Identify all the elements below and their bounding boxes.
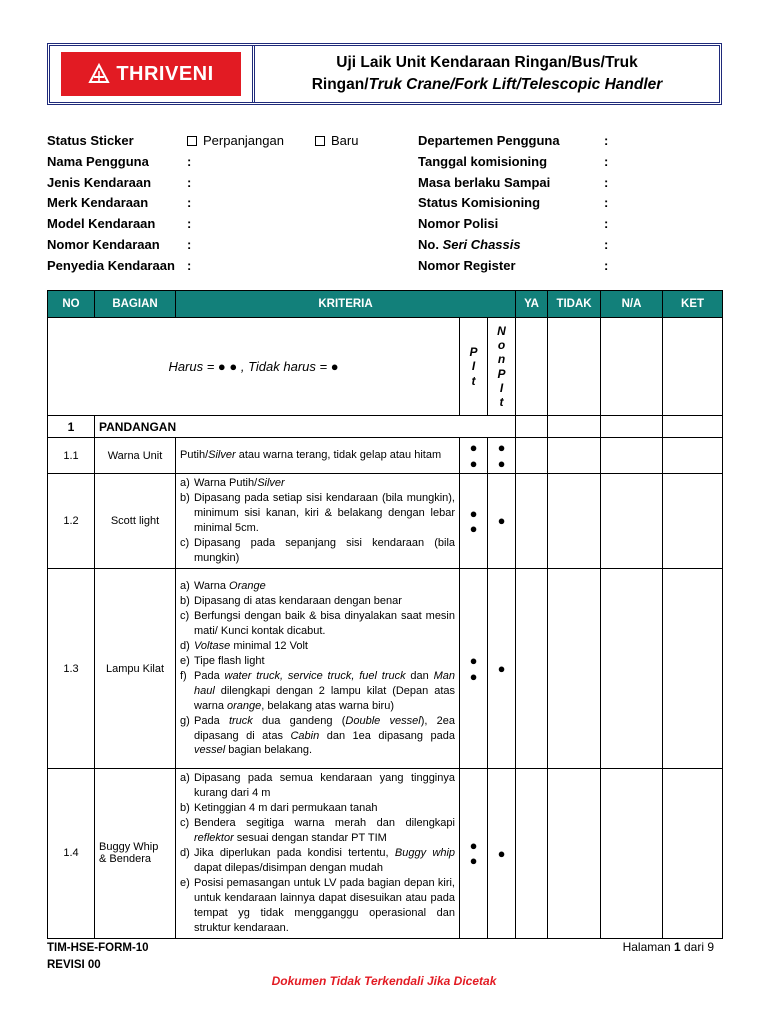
kriteria-italic: Cabin bbox=[290, 729, 320, 742]
item-key: a) bbox=[180, 477, 190, 490]
kriteria-text: Pada bbox=[194, 669, 225, 682]
departemen-colon: : bbox=[604, 133, 609, 148]
item-key: c) bbox=[180, 537, 190, 550]
item-text: Dipasang di atas kendaraan dengan benar bbox=[194, 594, 402, 607]
dot-mark: ● bbox=[469, 837, 478, 853]
ya-cell[interactable] bbox=[516, 569, 548, 769]
item-key: b) bbox=[180, 492, 190, 505]
row-kriteria bbox=[176, 769, 460, 938]
row-kriteria bbox=[176, 569, 460, 769]
kriteria-item bbox=[180, 801, 455, 816]
seri-chassis-colon: : bbox=[604, 237, 609, 252]
item-key: b) bbox=[180, 594, 190, 607]
departemen-label: Departemen Pengguna bbox=[418, 133, 560, 148]
logo-cell bbox=[50, 46, 255, 102]
tidak-cell[interactable] bbox=[548, 474, 601, 569]
thriveni-mark-icon bbox=[88, 63, 110, 85]
bagian-line: Buggy Whip bbox=[99, 841, 159, 854]
info-row-6 bbox=[47, 237, 722, 257]
dot-mark: ● bbox=[469, 505, 478, 521]
harus-legend: Harus = ● ● , Tidak harus = ● bbox=[48, 318, 460, 416]
nonpit-letter: N bbox=[497, 324, 506, 339]
tidak-cell[interactable] bbox=[548, 769, 601, 938]
merk-kendaraan-colon: : bbox=[187, 195, 192, 210]
bagian-line: & Bendera bbox=[99, 853, 151, 866]
kriteria-text: , belakang atas warna biru) bbox=[261, 699, 394, 712]
kriteria-text: Bendera segitiga warna merah dan dilengkapi bbox=[194, 817, 455, 830]
kriteria-text: dua gandeng ( bbox=[252, 714, 346, 727]
kriteria-italic: Double vessel bbox=[345, 714, 421, 727]
info-row-status-sticker bbox=[47, 133, 722, 153]
page-total: dari 9 bbox=[680, 940, 714, 954]
no-prefix: No. bbox=[418, 237, 443, 252]
nonpit-dots bbox=[488, 438, 516, 474]
kriteria-text: dan 1ea dipasang pada bbox=[319, 729, 455, 742]
tanggal-label: Tanggal komisioning bbox=[418, 154, 548, 169]
perpanjangan-checkbox[interactable] bbox=[187, 136, 197, 146]
merk-kendaraan-label: Merk Kendaraan bbox=[47, 195, 149, 210]
kriteria-item bbox=[180, 714, 455, 759]
na-cell[interactable] bbox=[601, 416, 663, 438]
item-key: d) bbox=[180, 639, 190, 652]
item-key: b) bbox=[180, 802, 190, 815]
kriteria-item bbox=[180, 491, 455, 536]
pit-dots bbox=[460, 474, 488, 569]
item-text: Ketinggian 4 m dari permukaan tanah bbox=[194, 802, 378, 815]
item-key: c) bbox=[180, 817, 190, 830]
thriveni-logo bbox=[61, 52, 241, 96]
dot-mark: ● bbox=[469, 455, 478, 471]
legend-ya-cell bbox=[516, 318, 548, 416]
kriteria-item bbox=[180, 876, 455, 936]
dot-mark: ● bbox=[497, 455, 506, 471]
item-text bbox=[194, 816, 455, 846]
item-text: Berfungsi dengan baik & bisa dinyalakan saat mesin mati/ Kunci kontak dicabut. bbox=[194, 609, 455, 637]
status-komisioning-label: Status Komisioning bbox=[418, 195, 541, 210]
legend-tidak-cell bbox=[548, 318, 601, 416]
kriteria-text: Putih/ bbox=[180, 449, 209, 462]
pit-letter: I bbox=[471, 359, 476, 374]
row-no: 1.2 bbox=[48, 474, 95, 569]
nomor-kendaraan-colon: : bbox=[187, 237, 192, 252]
item-text: Tipe flash light bbox=[194, 654, 265, 667]
jenis-kendaraan-colon: : bbox=[187, 175, 192, 190]
kriteria-item bbox=[180, 771, 455, 801]
nama-pengguna-colon: : bbox=[187, 154, 192, 169]
dot-mark: ● bbox=[497, 845, 506, 861]
item-key: d) bbox=[180, 846, 190, 859]
nomor-polisi-label: Nomor Polisi bbox=[418, 216, 499, 231]
info-row-4 bbox=[47, 195, 722, 215]
nonpit-letter: P bbox=[497, 366, 506, 381]
item-key: a) bbox=[180, 772, 190, 785]
kriteria-italic: truck bbox=[228, 714, 253, 727]
legend-row bbox=[48, 318, 723, 416]
kriteria-text: bagian belakang. bbox=[225, 744, 313, 757]
nonpit-dots bbox=[488, 769, 516, 938]
baru-checkbox[interactable] bbox=[315, 136, 325, 146]
kriteria-item bbox=[180, 639, 455, 654]
masa-label: Masa berlaku Sampai bbox=[418, 175, 551, 190]
ket-cell[interactable] bbox=[663, 474, 723, 569]
header-tidak: TIDAK bbox=[548, 291, 601, 318]
info-row-3 bbox=[47, 175, 722, 195]
kriteria-text: ), 2ea dipasang di atas bbox=[194, 714, 456, 742]
kriteria-text: dan bbox=[405, 669, 434, 682]
baru-label: Baru bbox=[331, 133, 359, 148]
legend-ket-cell bbox=[663, 318, 723, 416]
header-na: N/A bbox=[601, 291, 663, 318]
page-indicator bbox=[623, 940, 714, 954]
kriteria-item bbox=[180, 609, 455, 639]
item-key: e) bbox=[180, 876, 190, 889]
nomor-register-colon: : bbox=[604, 258, 609, 273]
nonpit-letter: t bbox=[499, 394, 504, 409]
halaman-label: Halaman bbox=[622, 940, 674, 954]
header-ket: KET bbox=[663, 291, 723, 318]
tidak-cell[interactable] bbox=[548, 416, 601, 438]
ya-cell[interactable] bbox=[516, 769, 548, 938]
kriteria-text: dilengkapi dengan 2 lampu kilat (Depan atas warna bbox=[194, 684, 455, 712]
dot-mark: ● bbox=[469, 668, 478, 684]
masa-colon: : bbox=[604, 175, 609, 190]
item-text bbox=[194, 846, 455, 876]
title-line-1: Uji Laik Unit Kendaraan Ringan/Bus/Truk bbox=[336, 54, 638, 72]
nomor-polisi-colon: : bbox=[604, 216, 609, 231]
ya-cell[interactable] bbox=[516, 474, 548, 569]
header-kriteria: KRITERIA bbox=[176, 291, 516, 318]
form-code-block bbox=[47, 940, 149, 973]
status-komisioning-colon: : bbox=[604, 195, 609, 210]
item-key: f) bbox=[180, 669, 187, 682]
header-ya: YA bbox=[516, 291, 548, 318]
info-row-5 bbox=[47, 216, 722, 236]
na-cell[interactable] bbox=[601, 569, 663, 769]
nonpit-letter: I bbox=[499, 380, 504, 395]
ket-cell[interactable] bbox=[663, 438, 723, 474]
kriteria-text: dapat dilepas/disimpan dengan mudah bbox=[194, 861, 383, 874]
nonpit-dots bbox=[488, 569, 516, 769]
dot-mark: ● bbox=[469, 853, 478, 869]
ket-cell[interactable] bbox=[663, 569, 723, 769]
kriteria-italic: Silver bbox=[257, 477, 285, 490]
pit-letter: t bbox=[471, 373, 476, 388]
row-bagian bbox=[95, 769, 176, 938]
revisi: REVISI 00 bbox=[47, 958, 101, 971]
kriteria-italic: orange bbox=[227, 699, 262, 712]
inspection-table bbox=[47, 290, 723, 939]
title-line-2-italic: Truk Crane/Fork Lift/Telescopic Handler bbox=[368, 76, 663, 93]
row-bagian: Lampu Kilat bbox=[95, 569, 176, 769]
nama-pengguna-label: Nama Pengguna bbox=[47, 154, 149, 169]
item-text: Dipasang pada setiap sisi kendaraan (bila mungkin), minimum sisi kanan, kiri & belakang dengan lebar minimal 5cm. bbox=[194, 492, 455, 535]
model-kendaraan-colon: : bbox=[187, 216, 192, 231]
kriteria-item bbox=[180, 476, 455, 491]
na-cell[interactable] bbox=[601, 474, 663, 569]
kriteria-italic: Man haul bbox=[194, 669, 455, 697]
item-text bbox=[194, 639, 455, 654]
section-name: PANDANGAN bbox=[95, 416, 516, 438]
kriteria-italic: Orange bbox=[229, 579, 266, 592]
na-cell[interactable] bbox=[601, 769, 663, 938]
penyedia-kendaraan-colon: : bbox=[187, 258, 192, 273]
kriteria-text: sesuai dengan standar PT TIM bbox=[233, 832, 387, 844]
kriteria-italic: water truck, service truck, fuel truck bbox=[224, 669, 406, 682]
kriteria-italic: Buggy whip bbox=[394, 846, 456, 859]
item-text: Dipasang pada sepanjang sisi kendaraan (bila mungkin) bbox=[194, 537, 455, 565]
pit-dots bbox=[460, 569, 488, 769]
ya-cell[interactable] bbox=[516, 438, 548, 474]
table-row bbox=[48, 769, 723, 938]
table-row bbox=[48, 438, 723, 474]
tidak-cell[interactable] bbox=[548, 569, 601, 769]
nonpit-letter: n bbox=[497, 352, 506, 367]
dot-mark: ● bbox=[469, 653, 478, 669]
item-key: a) bbox=[180, 579, 190, 592]
dot-mark: ● bbox=[497, 440, 506, 455]
seri-chassis-label bbox=[418, 237, 521, 252]
logo-text: THRIVENI bbox=[116, 62, 214, 85]
ya-cell[interactable] bbox=[516, 416, 548, 438]
item-text bbox=[194, 579, 455, 594]
row-kriteria bbox=[176, 474, 460, 569]
item-key: e) bbox=[180, 654, 190, 667]
kriteria-item bbox=[180, 846, 455, 876]
title-line-2-plain: Ringan/ bbox=[311, 76, 369, 93]
info-row-2 bbox=[47, 154, 722, 174]
kriteria-text: Warna bbox=[194, 579, 230, 592]
kriteria-item bbox=[180, 579, 455, 594]
vehicle-info bbox=[47, 133, 722, 278]
document-header bbox=[47, 43, 722, 105]
info-row-7 bbox=[47, 258, 722, 278]
pit-column-label bbox=[460, 318, 488, 416]
item-text bbox=[194, 476, 455, 491]
kriteria-italic: Voltase bbox=[194, 639, 231, 652]
kriteria-item bbox=[180, 594, 455, 609]
dot-mark: ● bbox=[497, 513, 506, 529]
row-no: 1.1 bbox=[48, 438, 95, 474]
form-code: TIM-HSE-FORM-10 bbox=[47, 942, 149, 954]
kriteria-text: Pada bbox=[194, 714, 229, 727]
status-sticker-label: Status Sticker bbox=[47, 133, 134, 148]
pit-dots bbox=[460, 769, 488, 938]
ket-cell[interactable] bbox=[663, 769, 723, 938]
baru-option[interactable] bbox=[315, 133, 358, 148]
table-header-row bbox=[48, 291, 723, 318]
title-line-2 bbox=[312, 74, 663, 96]
nomor-register-label: Nomor Register bbox=[418, 258, 516, 273]
row-kriteria bbox=[176, 438, 460, 474]
perpanjangan-label: Perpanjangan bbox=[203, 133, 284, 148]
nonpit-dots bbox=[488, 474, 516, 569]
header-bagian: BAGIAN bbox=[95, 291, 176, 318]
kriteria-item bbox=[180, 654, 455, 669]
item-text bbox=[194, 714, 455, 759]
section-no: 1 bbox=[48, 416, 95, 438]
row-no: 1.3 bbox=[48, 569, 95, 769]
table-row bbox=[48, 569, 723, 769]
tidak-cell[interactable] bbox=[548, 438, 601, 474]
header-no: NO bbox=[48, 291, 95, 318]
nonpit-letter: o bbox=[497, 338, 506, 353]
ket-cell[interactable] bbox=[663, 416, 723, 438]
kriteria-item bbox=[180, 536, 455, 566]
nonpit-column-label bbox=[488, 318, 516, 416]
kriteria-text: atau warna terang, tidak gelap atau hitam bbox=[235, 449, 442, 462]
item-text: Posisi pemasangan untuk LV pada bagian depan kiri, untuk kendaraan lainnya dapat disesuikan atau pada tempat yg tidak mengganggu operasional dan struktur kendaraan. bbox=[194, 876, 455, 934]
tanggal-colon: : bbox=[604, 154, 609, 169]
model-kendaraan-label: Model Kendaraan bbox=[47, 216, 156, 231]
kriteria-text: Warna Putih/ bbox=[194, 477, 258, 490]
kriteria-italic: Silver bbox=[208, 449, 236, 462]
pit-letter: P bbox=[469, 345, 478, 360]
uncontrolled-note: Dokumen Tidak Terkendali Jika Dicetak bbox=[271, 974, 497, 988]
row-bagian: Scott light bbox=[95, 474, 176, 569]
page-number: 1 bbox=[673, 940, 681, 954]
nomor-kendaraan-label: Nomor Kendaraan bbox=[47, 237, 160, 252]
section-row bbox=[48, 416, 723, 438]
kriteria-italic: vessel bbox=[194, 744, 226, 757]
item-key: c) bbox=[180, 609, 190, 622]
seri-chassis-italic: Seri Chassis bbox=[442, 237, 521, 252]
kriteria-text: Jika diperlukan pada kondisi tertentu, bbox=[194, 846, 395, 859]
perpanjangan-option[interactable] bbox=[187, 133, 284, 148]
dot-mark: ● bbox=[469, 440, 478, 455]
row-no: 1.4 bbox=[48, 769, 95, 938]
table-row bbox=[48, 474, 723, 569]
kriteria-text: minimal 12 Volt bbox=[230, 639, 308, 652]
item-text: Dipasang pada semua kendaraan yang tingginya kurang dari 4 m bbox=[194, 772, 455, 800]
kriteria-item bbox=[180, 816, 455, 846]
item-key: g) bbox=[180, 714, 190, 727]
legend-na-cell bbox=[601, 318, 663, 416]
row-bagian: Warna Unit bbox=[95, 438, 176, 474]
penyedia-kendaraan-label: Penyedia Kendaraan bbox=[47, 258, 175, 273]
na-cell[interactable] bbox=[601, 438, 663, 474]
dot-mark: ● bbox=[497, 660, 506, 676]
jenis-kendaraan-label: Jenis Kendaraan bbox=[47, 175, 152, 190]
dot-mark: ● bbox=[469, 521, 478, 537]
item-text bbox=[194, 669, 455, 714]
kriteria-item bbox=[180, 669, 455, 714]
document-title bbox=[255, 46, 719, 102]
pit-dots bbox=[460, 438, 488, 474]
kriteria-italic: reflektor bbox=[194, 832, 234, 844]
